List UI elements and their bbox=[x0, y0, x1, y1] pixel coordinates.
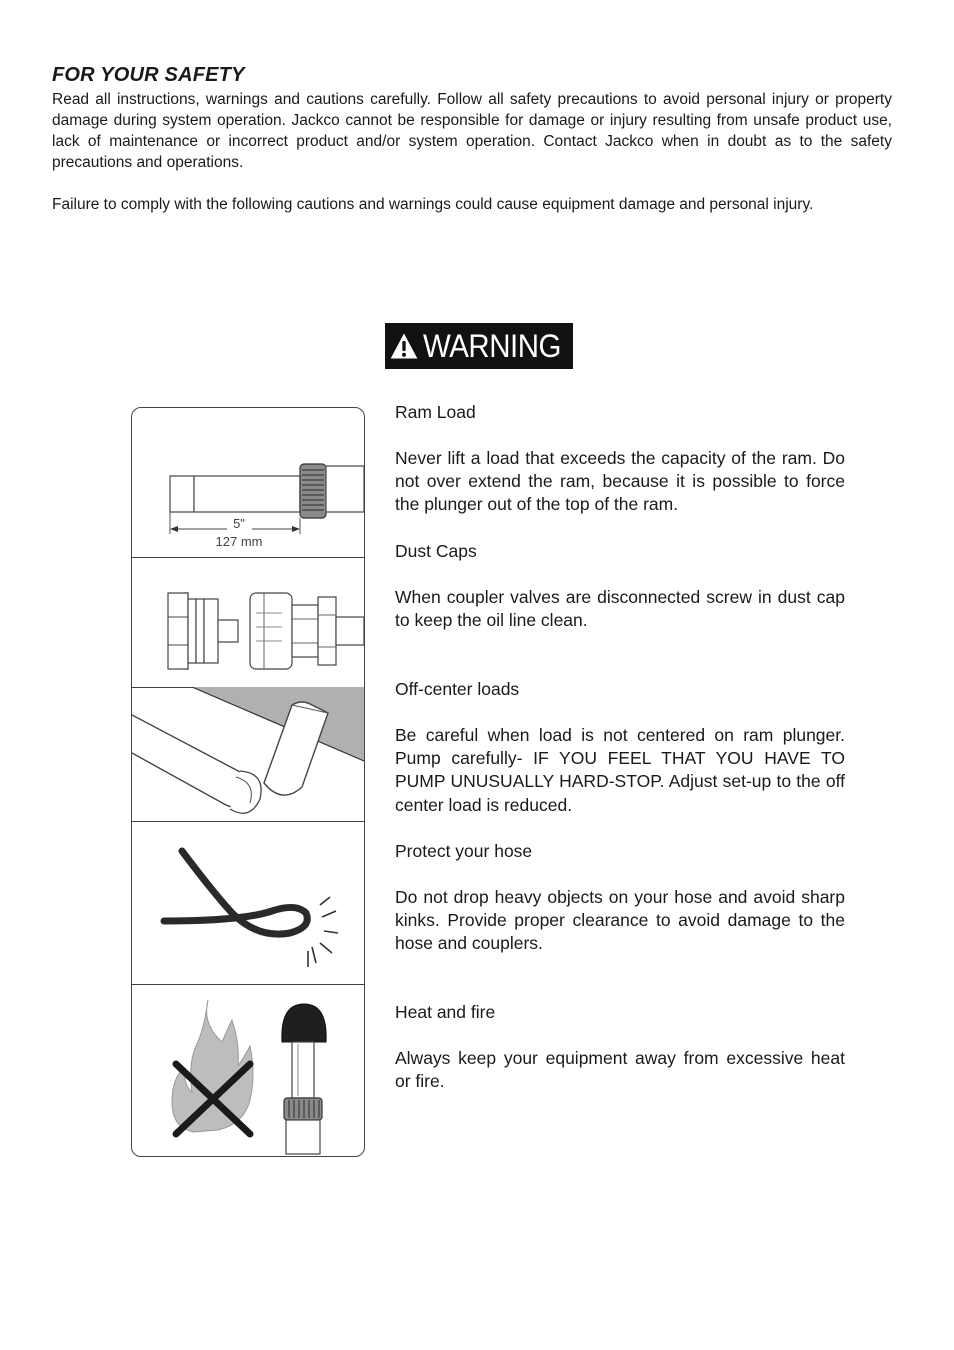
item-protect-hose bbox=[395, 840, 845, 956]
ram-load-illustration bbox=[132, 408, 364, 558]
item-ram-load bbox=[395, 401, 845, 517]
warning-badge bbox=[385, 323, 573, 369]
item-description: Do not drop heavy objects on your hose and avoid sharp kinks. Provide proper clearance to avoid damage to the hose and couplers. bbox=[395, 887, 845, 954]
item-dust-caps bbox=[395, 540, 845, 632]
item-title: Ram Load bbox=[395, 402, 476, 422]
item-description: Be careful when load is not centered on ram plunger. Pump carefully- IF YOU FEEL THAT YOU HAVE TO PUMP UNUSUALLY HARD-STOP. Adjust set-up to the off center load is reduced. bbox=[395, 725, 845, 815]
safety-heading: FOR YOUR SAFETY bbox=[52, 64, 245, 86]
item-description: Never lift a load that exceeds the capacity of the ram. Do not over extend the ram, because it is possible to force the plunger out of the top of the ram. bbox=[395, 448, 845, 515]
ram-dimension-mm: 127 mm bbox=[215, 534, 263, 549]
safety-paragraph-2: Failure to comply with the following cautions and warnings could cause equipment damage and personal injury. bbox=[52, 196, 814, 213]
ram-dimension-inches: 5" bbox=[233, 516, 245, 531]
off-center-load-illustration bbox=[132, 687, 364, 822]
item-description: Always keep your equipment away from excessive heat or fire. bbox=[395, 1048, 845, 1092]
item-heat-fire bbox=[395, 1001, 845, 1093]
item-title: Dust Caps bbox=[395, 541, 477, 561]
item-title: Heat and fire bbox=[395, 1002, 496, 1022]
illustration-panel bbox=[131, 407, 365, 1157]
heat-fire-illustration bbox=[132, 984, 364, 1156]
warning-triangle-icon bbox=[389, 328, 419, 364]
warning-label: WARNING bbox=[423, 327, 562, 364]
safety-section bbox=[52, 64, 892, 215]
item-title: Off-center loads bbox=[395, 679, 520, 699]
item-off-center-loads bbox=[395, 678, 845, 817]
item-description: When coupler valves are disconnected screw in dust cap to keep the oil line clean. bbox=[395, 587, 845, 631]
hose-illustration bbox=[132, 821, 364, 985]
safety-paragraph-1: Read all instructions, warnings and cautions carefully. Follow all safety precautions to avoid personal injury or property damage during system operation. Jackco cannot be responsible for damage or injury resulting from unsafe product use, lack of maintenance or incorrect product and/or system operation. Contact Jackco when in doubt as to the safety precautions and operations. bbox=[52, 91, 892, 171]
item-title: Protect your hose bbox=[395, 841, 533, 861]
dust-caps-illustration bbox=[132, 557, 364, 688]
